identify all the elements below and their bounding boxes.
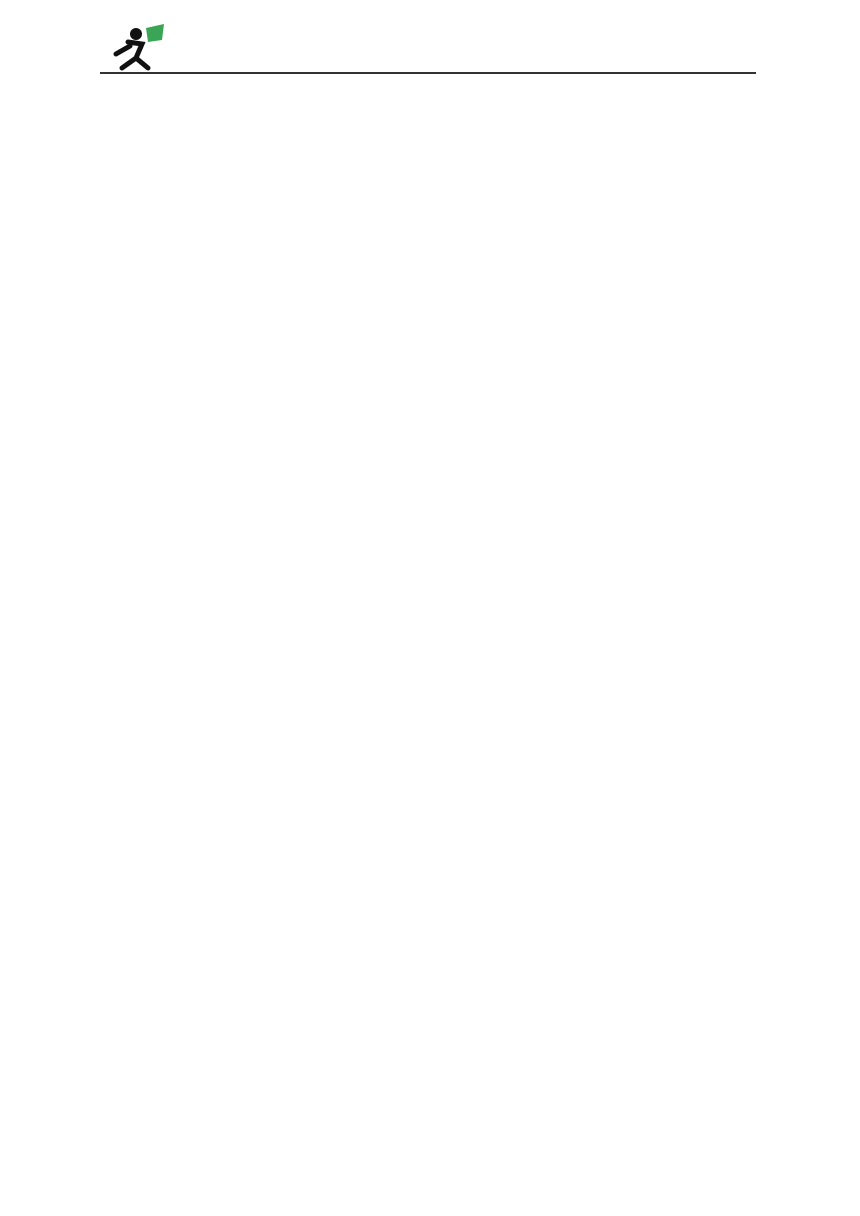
header-divider	[100, 72, 756, 74]
runner-logo-icon	[106, 24, 306, 74]
page-header	[100, 18, 760, 76]
